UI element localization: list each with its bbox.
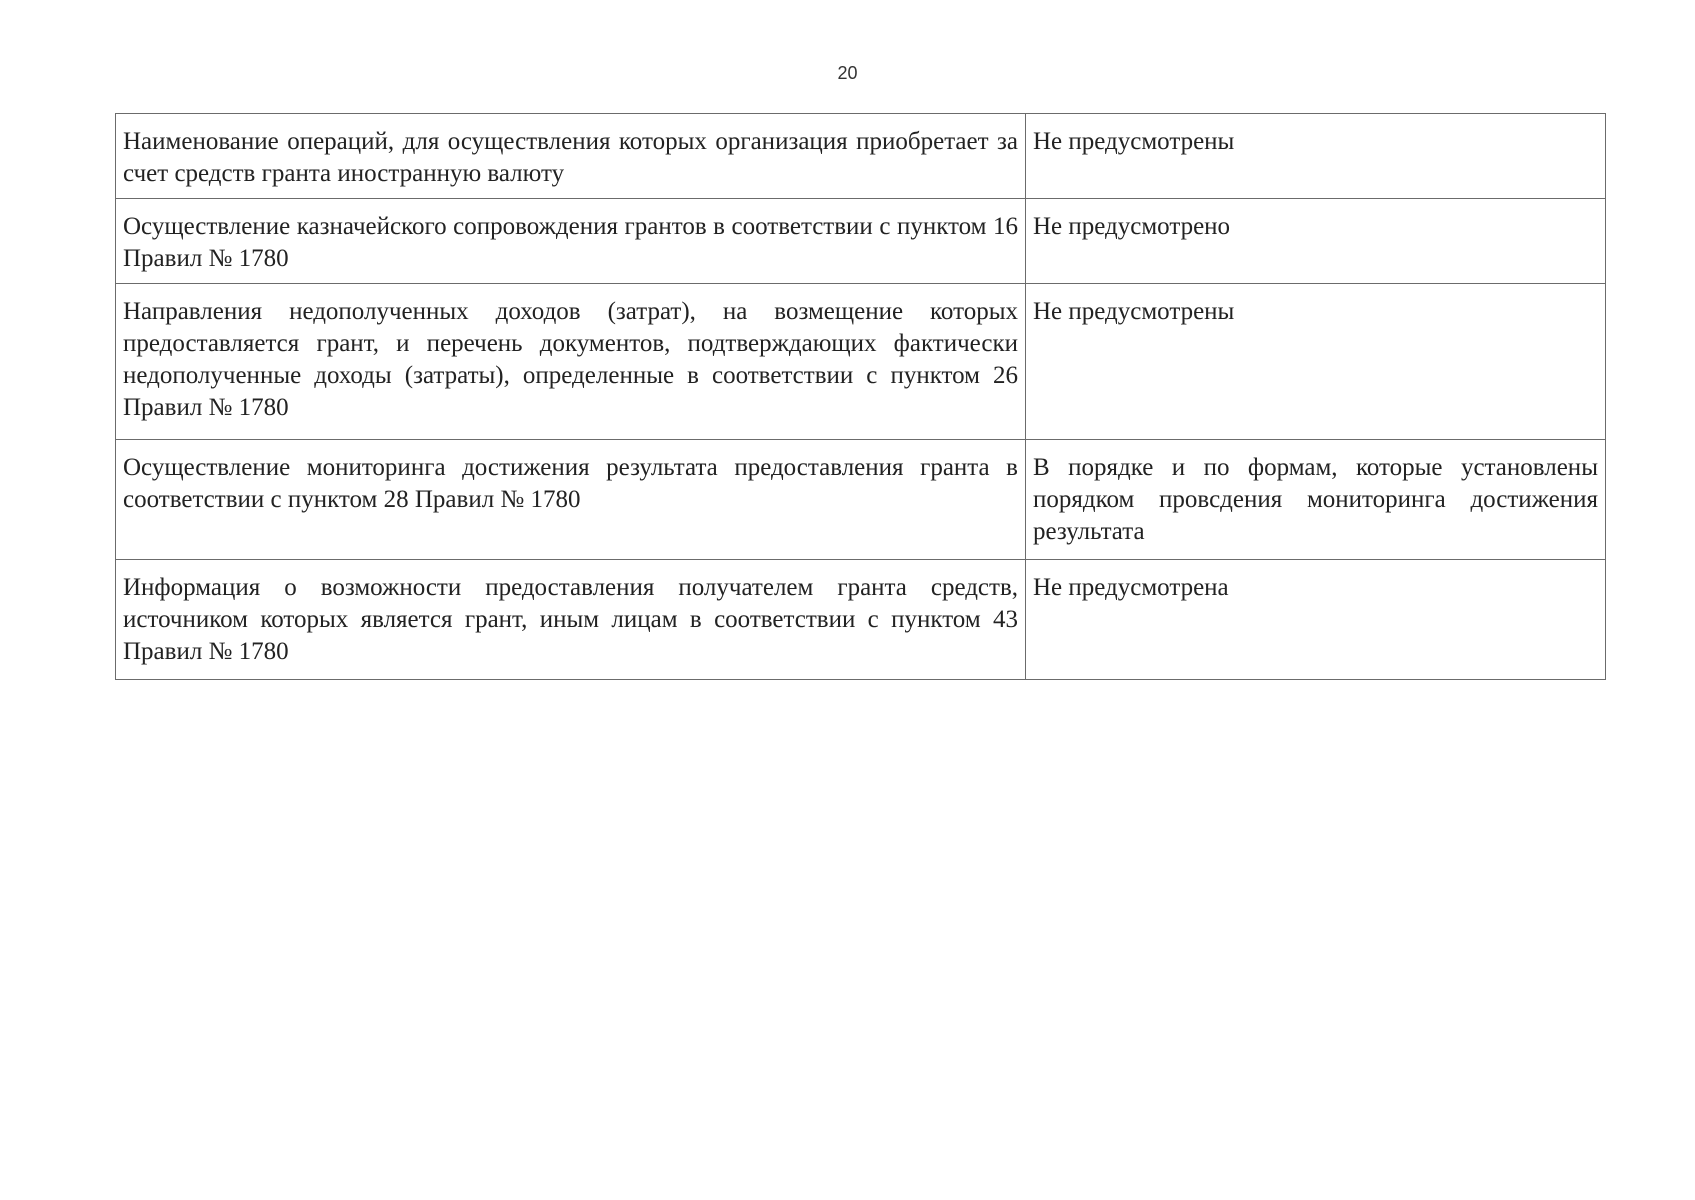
row-value-cell: В порядке и по формам, которые установлены порядком провсдения мониторинга достижения результата — [1026, 440, 1606, 560]
row-name-cell: Наименование операций, для осуществления которых организация приобретает за счет средств гранта иностранную валюту — [116, 114, 1026, 199]
row-value-cell: Не предусмотрены — [1026, 114, 1606, 199]
row-name-cell: Осуществление казначейского сопровождения грантов в соответствии с пунктом 16 Правил № 1780 — [116, 199, 1026, 284]
table-row — [116, 284, 1606, 440]
table-row — [116, 114, 1606, 199]
row-name-cell: Осуществление мониторинга достижения результата предоставления гранта в соответствии с пунктом 28 Правил № 1780 — [116, 440, 1026, 560]
row-name-cell: Информация о возможности предоставления получателем гранта средств, источником которых является грант, иным лицам в соответствии с пунктом 43 Правил № 1780 — [116, 560, 1026, 680]
requirements-table — [115, 113, 1606, 680]
table-row — [116, 440, 1606, 560]
row-name-cell: Направления недополученных доходов (затрат), на возмещение которых предоставляется грант, и перечень документов, подтверждающих фактически недополученные доходы (затраты), определенные в соответствии с пунктом 26 Правил № 1780 — [116, 284, 1026, 440]
table-row — [116, 560, 1606, 680]
row-value-cell: Не предусмотрена — [1026, 560, 1606, 680]
row-value-cell: Не предусмотрено — [1026, 199, 1606, 284]
row-value-cell: Не предусмотрены — [1026, 284, 1606, 440]
table-row — [116, 199, 1606, 284]
page-number: 20 — [837, 63, 858, 83]
